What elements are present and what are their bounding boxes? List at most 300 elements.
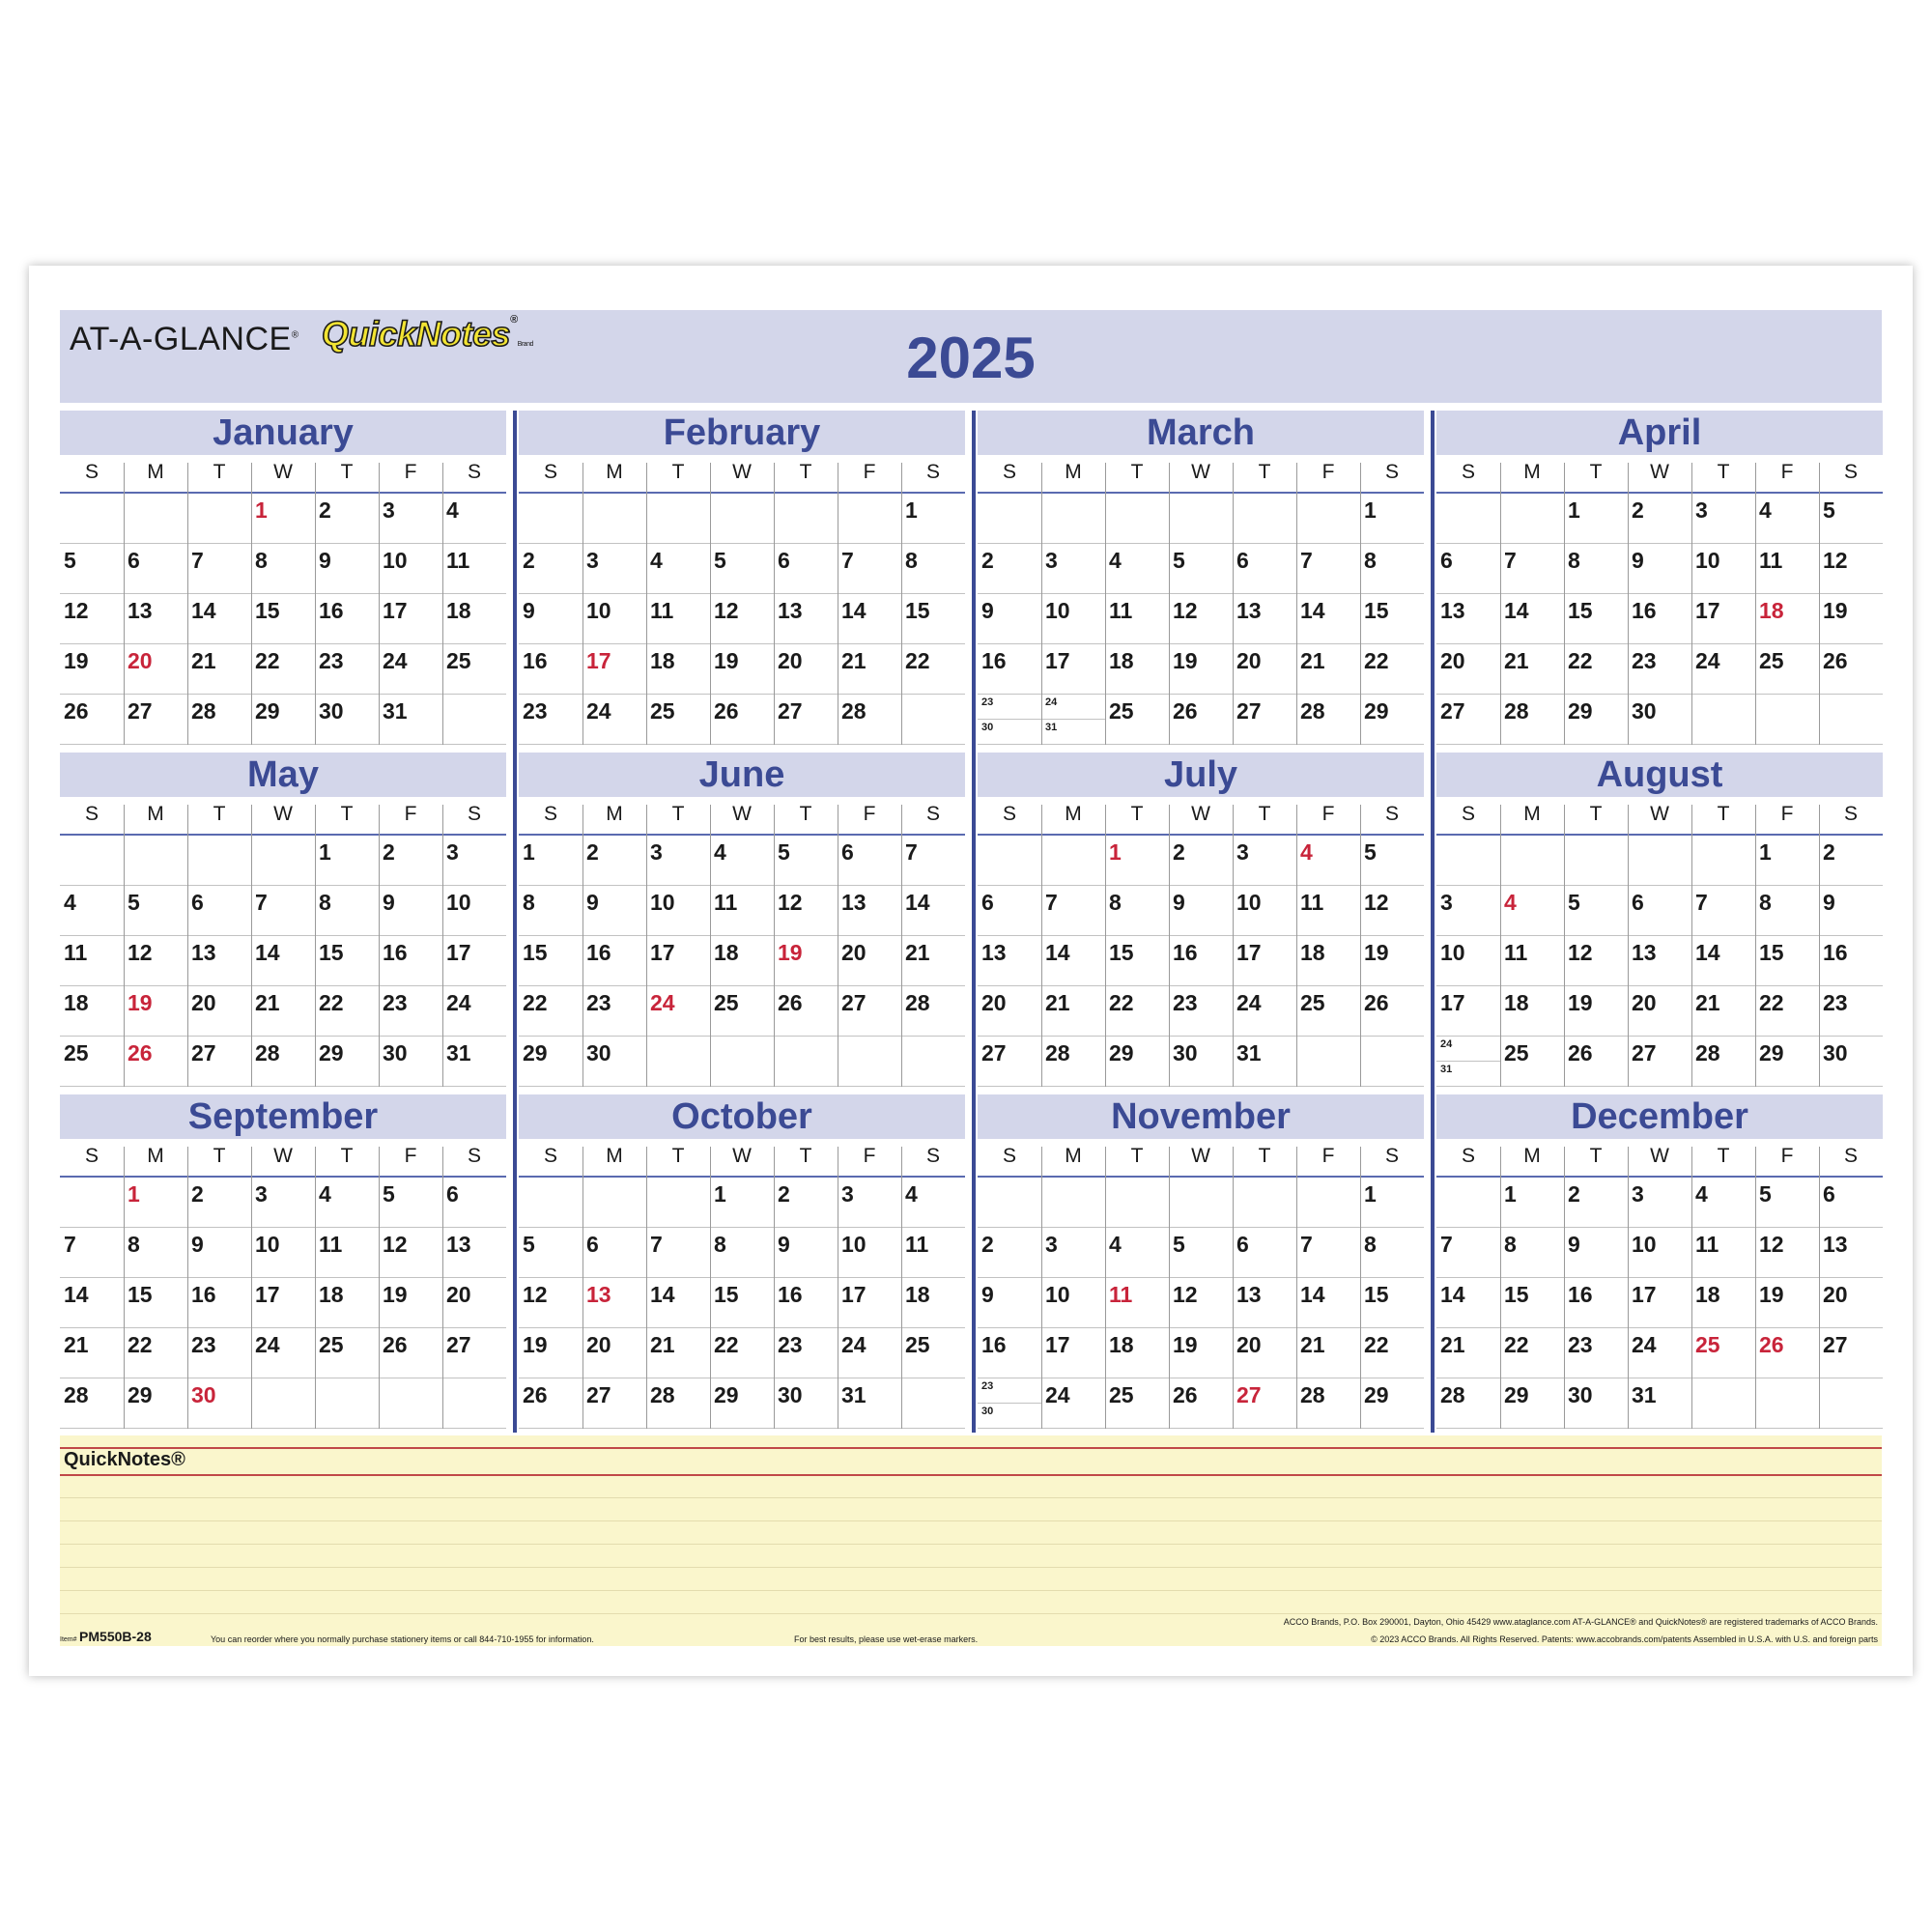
day-cell[interactable] [124, 986, 187, 1037]
day-cell[interactable] [774, 1037, 838, 1087]
day-cell[interactable] [901, 1278, 965, 1328]
day-cell[interactable] [1041, 886, 1105, 936]
day-cell[interactable] [1169, 836, 1233, 886]
day-cell[interactable] [774, 494, 838, 544]
day-cell[interactable] [1360, 644, 1424, 695]
day-cell[interactable] [187, 1278, 251, 1328]
day-cell[interactable] [519, 1378, 582, 1429]
day-cell[interactable] [1360, 1378, 1424, 1429]
day-cell[interactable] [187, 1378, 251, 1429]
day-cell[interactable] [442, 544, 506, 594]
day-cell[interactable] [774, 644, 838, 695]
day-cell[interactable] [774, 1278, 838, 1328]
day-cell[interactable] [60, 1378, 124, 1429]
day-cell[interactable] [1360, 494, 1424, 544]
day-cell[interactable] [901, 1328, 965, 1378]
day-cell[interactable] [1564, 986, 1628, 1037]
day-cell[interactable] [901, 1378, 965, 1429]
day-cell[interactable] [1628, 544, 1691, 594]
day-cell[interactable] [838, 936, 901, 986]
day-cell[interactable] [1500, 1278, 1564, 1328]
day-cell[interactable] [519, 494, 582, 544]
day-cell[interactable] [838, 544, 901, 594]
day-cell[interactable] [1105, 1037, 1169, 1087]
day-cell[interactable] [1296, 1278, 1360, 1328]
day-cell[interactable] [1360, 594, 1424, 644]
day-cell[interactable] [582, 644, 646, 695]
day-cell[interactable] [710, 1228, 774, 1278]
day-cell[interactable] [1233, 594, 1296, 644]
day-cell[interactable] [901, 494, 965, 544]
day-cell[interactable] [978, 695, 1041, 745]
day-cell[interactable] [519, 1278, 582, 1328]
day-cell[interactable] [124, 1037, 187, 1087]
day-cell[interactable] [251, 1037, 315, 1087]
day-cell[interactable] [315, 1378, 379, 1429]
day-cell[interactable] [1819, 986, 1883, 1037]
day-cell[interactable] [1436, 1328, 1500, 1378]
day-cell[interactable] [582, 1178, 646, 1228]
day-cell[interactable] [1436, 1378, 1500, 1429]
day-cell[interactable] [1500, 695, 1564, 745]
day-cell[interactable] [1360, 1278, 1424, 1328]
day-cell[interactable] [442, 986, 506, 1037]
day-cell[interactable] [1819, 1378, 1883, 1429]
day-cell[interactable] [124, 695, 187, 745]
day-cell[interactable] [251, 886, 315, 936]
day-cell[interactable] [1169, 1328, 1233, 1378]
day-cell[interactable] [1105, 494, 1169, 544]
day-cell[interactable] [1755, 886, 1819, 936]
day-cell[interactable] [978, 986, 1041, 1037]
day-cell[interactable] [1691, 1037, 1755, 1087]
day-cell[interactable] [710, 1178, 774, 1228]
day-cell[interactable] [710, 836, 774, 886]
day-cell[interactable] [1691, 594, 1755, 644]
day-cell[interactable] [646, 936, 710, 986]
day-cell[interactable] [710, 1278, 774, 1328]
day-cell[interactable] [1233, 1178, 1296, 1228]
day-cell[interactable] [1500, 1378, 1564, 1429]
day-cell[interactable] [1296, 936, 1360, 986]
day-cell[interactable] [1041, 695, 1105, 745]
day-cell[interactable] [251, 594, 315, 644]
day-cell[interactable] [1169, 1037, 1233, 1087]
day-cell[interactable] [1628, 1378, 1691, 1429]
day-cell[interactable] [519, 1178, 582, 1228]
day-cell[interactable] [1169, 695, 1233, 745]
day-cell[interactable] [1436, 1178, 1500, 1228]
day-cell[interactable] [1755, 695, 1819, 745]
day-cell[interactable] [901, 886, 965, 936]
day-cell[interactable] [442, 1278, 506, 1328]
day-cell[interactable] [1564, 936, 1628, 986]
day-cell[interactable] [1436, 1037, 1500, 1087]
day-cell[interactable] [1500, 594, 1564, 644]
day-cell[interactable] [1041, 1228, 1105, 1278]
day-cell[interactable] [124, 494, 187, 544]
notes-area[interactable] [60, 1435, 1882, 1646]
day-cell[interactable] [710, 644, 774, 695]
day-cell[interactable] [1819, 594, 1883, 644]
day-cell[interactable] [251, 1228, 315, 1278]
day-cell[interactable] [774, 886, 838, 936]
day-cell[interactable] [1105, 1278, 1169, 1328]
day-cell[interactable] [1819, 936, 1883, 986]
day-cell[interactable] [901, 1228, 965, 1278]
day-cell[interactable] [1564, 1278, 1628, 1328]
day-cell[interactable] [442, 695, 506, 745]
day-cell[interactable] [978, 594, 1041, 644]
day-cell[interactable] [1233, 494, 1296, 544]
day-cell[interactable] [1628, 1278, 1691, 1328]
day-cell[interactable] [442, 1378, 506, 1429]
day-cell[interactable] [1628, 644, 1691, 695]
day-cell[interactable] [379, 836, 442, 886]
day-cell[interactable] [124, 886, 187, 936]
day-cell[interactable] [1436, 494, 1500, 544]
day-cell[interactable] [646, 1178, 710, 1228]
day-cell[interactable] [1105, 594, 1169, 644]
day-cell[interactable] [1500, 644, 1564, 695]
day-cell[interactable] [1500, 836, 1564, 886]
day-cell[interactable] [187, 1328, 251, 1378]
day-cell[interactable] [1296, 644, 1360, 695]
day-cell[interactable] [519, 594, 582, 644]
day-cell[interactable] [315, 936, 379, 986]
day-cell[interactable] [1360, 1037, 1424, 1087]
day-cell[interactable] [1041, 544, 1105, 594]
day-cell[interactable] [978, 1037, 1041, 1087]
day-cell[interactable] [774, 544, 838, 594]
day-cell[interactable] [1628, 936, 1691, 986]
day-cell[interactable] [251, 1178, 315, 1228]
day-cell[interactable] [519, 1328, 582, 1378]
day-cell[interactable] [774, 936, 838, 986]
day-cell[interactable] [1296, 836, 1360, 886]
day-cell[interactable] [838, 986, 901, 1037]
day-cell[interactable] [978, 1178, 1041, 1228]
day-cell[interactable] [1296, 1037, 1360, 1087]
day-cell[interactable] [124, 544, 187, 594]
day-cell[interactable] [1628, 494, 1691, 544]
day-cell[interactable] [1500, 494, 1564, 544]
day-cell[interactable] [60, 594, 124, 644]
day-cell[interactable] [442, 644, 506, 695]
day-cell[interactable] [1819, 544, 1883, 594]
day-cell[interactable] [251, 1278, 315, 1328]
day-cell[interactable] [978, 1378, 1041, 1429]
day-cell[interactable] [1041, 1378, 1105, 1429]
day-cell[interactable] [1819, 695, 1883, 745]
day-cell[interactable] [1233, 836, 1296, 886]
day-cell[interactable] [1691, 936, 1755, 986]
day-cell[interactable] [519, 886, 582, 936]
day-cell[interactable] [187, 644, 251, 695]
day-cell[interactable] [124, 1178, 187, 1228]
day-cell[interactable] [1296, 1378, 1360, 1429]
day-cell[interactable] [978, 936, 1041, 986]
day-cell[interactable] [1755, 1278, 1819, 1328]
day-cell[interactable] [251, 1328, 315, 1378]
day-cell[interactable] [838, 695, 901, 745]
day-cell[interactable] [710, 886, 774, 936]
day-cell[interactable] [1169, 986, 1233, 1037]
day-cell[interactable] [1755, 1037, 1819, 1087]
day-cell[interactable] [978, 544, 1041, 594]
day-cell[interactable] [1041, 1178, 1105, 1228]
day-cell[interactable] [1564, 594, 1628, 644]
day-cell[interactable] [1755, 836, 1819, 886]
day-cell[interactable] [1755, 1178, 1819, 1228]
day-cell[interactable] [710, 986, 774, 1037]
day-cell[interactable] [1564, 1328, 1628, 1378]
day-cell[interactable] [60, 1278, 124, 1328]
day-cell[interactable] [646, 1228, 710, 1278]
day-cell[interactable] [901, 836, 965, 886]
day-cell[interactable] [1360, 1178, 1424, 1228]
day-cell[interactable] [774, 594, 838, 644]
day-cell[interactable] [1105, 544, 1169, 594]
day-cell[interactable] [1691, 644, 1755, 695]
day-cell[interactable] [1360, 886, 1424, 936]
day-cell[interactable] [187, 1228, 251, 1278]
day-cell[interactable] [124, 594, 187, 644]
day-cell[interactable] [1500, 1228, 1564, 1278]
day-cell[interactable] [1105, 1328, 1169, 1378]
day-cell[interactable] [315, 644, 379, 695]
day-cell[interactable] [442, 1178, 506, 1228]
day-cell[interactable] [1360, 936, 1424, 986]
day-cell[interactable] [1233, 1378, 1296, 1429]
day-cell[interactable] [1755, 594, 1819, 644]
day-cell[interactable] [442, 836, 506, 886]
day-cell[interactable] [582, 986, 646, 1037]
day-cell[interactable] [1819, 1278, 1883, 1328]
day-cell[interactable] [1169, 644, 1233, 695]
day-cell[interactable] [582, 1278, 646, 1328]
day-cell[interactable] [1691, 1178, 1755, 1228]
day-cell[interactable] [1041, 836, 1105, 886]
day-cell[interactable] [1500, 1178, 1564, 1228]
day-cell[interactable] [1436, 1278, 1500, 1328]
day-cell[interactable] [978, 886, 1041, 936]
day-cell[interactable] [379, 695, 442, 745]
day-cell[interactable] [251, 695, 315, 745]
day-cell[interactable] [978, 644, 1041, 695]
day-cell[interactable] [838, 1378, 901, 1429]
day-cell[interactable] [379, 986, 442, 1037]
day-cell[interactable] [1628, 986, 1691, 1037]
day-cell[interactable] [1041, 936, 1105, 986]
day-cell[interactable] [582, 1378, 646, 1429]
day-cell[interactable] [1755, 986, 1819, 1037]
day-cell[interactable] [710, 594, 774, 644]
day-cell[interactable] [1691, 544, 1755, 594]
day-cell[interactable] [1360, 986, 1424, 1037]
day-cell[interactable] [60, 644, 124, 695]
day-cell[interactable] [519, 836, 582, 886]
day-cell[interactable] [838, 644, 901, 695]
day-cell[interactable] [838, 1178, 901, 1228]
day-cell[interactable] [1296, 695, 1360, 745]
day-cell[interactable] [315, 886, 379, 936]
day-cell[interactable] [1564, 1037, 1628, 1087]
day-cell[interactable] [379, 494, 442, 544]
day-cell[interactable] [1296, 594, 1360, 644]
day-cell[interactable] [978, 1228, 1041, 1278]
day-cell[interactable] [646, 1278, 710, 1328]
day-cell[interactable] [646, 494, 710, 544]
day-cell[interactable] [710, 494, 774, 544]
day-cell[interactable] [60, 1328, 124, 1378]
day-cell[interactable] [1436, 1228, 1500, 1278]
day-cell[interactable] [1233, 1228, 1296, 1278]
day-cell[interactable] [1564, 1178, 1628, 1228]
day-cell[interactable] [1233, 1037, 1296, 1087]
day-cell[interactable] [1755, 1228, 1819, 1278]
day-cell[interactable] [1233, 886, 1296, 936]
day-cell[interactable] [519, 695, 582, 745]
day-cell[interactable] [1436, 594, 1500, 644]
day-cell[interactable] [315, 836, 379, 886]
day-cell[interactable] [60, 986, 124, 1037]
day-cell[interactable] [379, 644, 442, 695]
day-cell[interactable] [1436, 986, 1500, 1037]
day-cell[interactable] [442, 1228, 506, 1278]
day-cell[interactable] [519, 1228, 582, 1278]
day-cell[interactable] [978, 494, 1041, 544]
day-cell[interactable] [1436, 836, 1500, 886]
day-cell[interactable] [838, 1328, 901, 1378]
day-cell[interactable] [1755, 544, 1819, 594]
day-cell[interactable] [1105, 936, 1169, 986]
day-cell[interactable] [519, 936, 582, 986]
day-cell[interactable] [646, 695, 710, 745]
day-cell[interactable] [1564, 1378, 1628, 1429]
day-cell[interactable] [187, 1178, 251, 1228]
day-cell[interactable] [582, 836, 646, 886]
day-cell[interactable] [379, 544, 442, 594]
day-cell[interactable] [60, 695, 124, 745]
day-cell[interactable] [1041, 1037, 1105, 1087]
day-cell[interactable] [774, 1228, 838, 1278]
day-cell[interactable] [442, 1037, 506, 1087]
day-cell[interactable] [1105, 1178, 1169, 1228]
day-cell[interactable] [646, 986, 710, 1037]
day-cell[interactable] [187, 544, 251, 594]
day-cell[interactable] [1691, 1228, 1755, 1278]
day-cell[interactable] [1755, 1378, 1819, 1429]
day-cell[interactable] [187, 836, 251, 886]
day-cell[interactable] [1755, 494, 1819, 544]
day-cell[interactable] [315, 1037, 379, 1087]
day-cell[interactable] [646, 544, 710, 594]
day-cell[interactable] [582, 886, 646, 936]
day-cell[interactable] [838, 1228, 901, 1278]
day-cell[interactable] [187, 936, 251, 986]
day-cell[interactable] [1436, 544, 1500, 594]
day-cell[interactable] [1360, 836, 1424, 886]
day-cell[interactable] [901, 1178, 965, 1228]
day-cell[interactable] [251, 544, 315, 594]
day-cell[interactable] [646, 1328, 710, 1378]
day-cell[interactable] [124, 836, 187, 886]
day-cell[interactable] [1296, 494, 1360, 544]
day-cell[interactable] [1169, 1228, 1233, 1278]
day-cell[interactable] [60, 1178, 124, 1228]
day-cell[interactable] [251, 986, 315, 1037]
day-cell[interactable] [315, 544, 379, 594]
day-cell[interactable] [1169, 494, 1233, 544]
day-cell[interactable] [315, 494, 379, 544]
day-cell[interactable] [1628, 836, 1691, 886]
day-cell[interactable] [838, 494, 901, 544]
day-cell[interactable] [1296, 1328, 1360, 1378]
day-cell[interactable] [774, 986, 838, 1037]
day-cell[interactable] [1105, 1228, 1169, 1278]
day-cell[interactable] [1691, 986, 1755, 1037]
day-cell[interactable] [1564, 644, 1628, 695]
day-cell[interactable] [315, 695, 379, 745]
day-cell[interactable] [1691, 1278, 1755, 1328]
day-cell[interactable] [978, 836, 1041, 886]
day-cell[interactable] [1169, 1378, 1233, 1429]
day-cell[interactable] [646, 1037, 710, 1087]
day-cell[interactable] [978, 1328, 1041, 1378]
day-cell[interactable] [379, 594, 442, 644]
day-cell[interactable] [60, 936, 124, 986]
day-cell[interactable] [379, 1378, 442, 1429]
day-cell[interactable] [710, 1037, 774, 1087]
day-cell[interactable] [1105, 644, 1169, 695]
day-cell[interactable] [251, 494, 315, 544]
day-cell[interactable] [1105, 1378, 1169, 1429]
day-cell[interactable] [1296, 886, 1360, 936]
day-cell[interactable] [1233, 936, 1296, 986]
day-cell[interactable] [1360, 544, 1424, 594]
day-cell[interactable] [1233, 1278, 1296, 1328]
day-cell[interactable] [519, 986, 582, 1037]
day-cell[interactable] [1105, 886, 1169, 936]
day-cell[interactable] [1500, 1037, 1564, 1087]
day-cell[interactable] [1819, 836, 1883, 886]
day-cell[interactable] [978, 1278, 1041, 1328]
day-cell[interactable] [901, 544, 965, 594]
day-cell[interactable] [838, 836, 901, 886]
day-cell[interactable] [60, 886, 124, 936]
day-cell[interactable] [1436, 644, 1500, 695]
day-cell[interactable] [1041, 494, 1105, 544]
day-cell[interactable] [710, 1328, 774, 1378]
day-cell[interactable] [1233, 695, 1296, 745]
day-cell[interactable] [582, 594, 646, 644]
day-cell[interactable] [582, 494, 646, 544]
day-cell[interactable] [838, 1278, 901, 1328]
day-cell[interactable] [1755, 936, 1819, 986]
day-cell[interactable] [1628, 886, 1691, 936]
day-cell[interactable] [1500, 886, 1564, 936]
day-cell[interactable] [315, 1328, 379, 1378]
day-cell[interactable] [315, 594, 379, 644]
day-cell[interactable] [582, 1228, 646, 1278]
day-cell[interactable] [1819, 494, 1883, 544]
day-cell[interactable] [646, 594, 710, 644]
day-cell[interactable] [901, 1037, 965, 1087]
day-cell[interactable] [187, 886, 251, 936]
day-cell[interactable] [1360, 695, 1424, 745]
day-cell[interactable] [1628, 1228, 1691, 1278]
